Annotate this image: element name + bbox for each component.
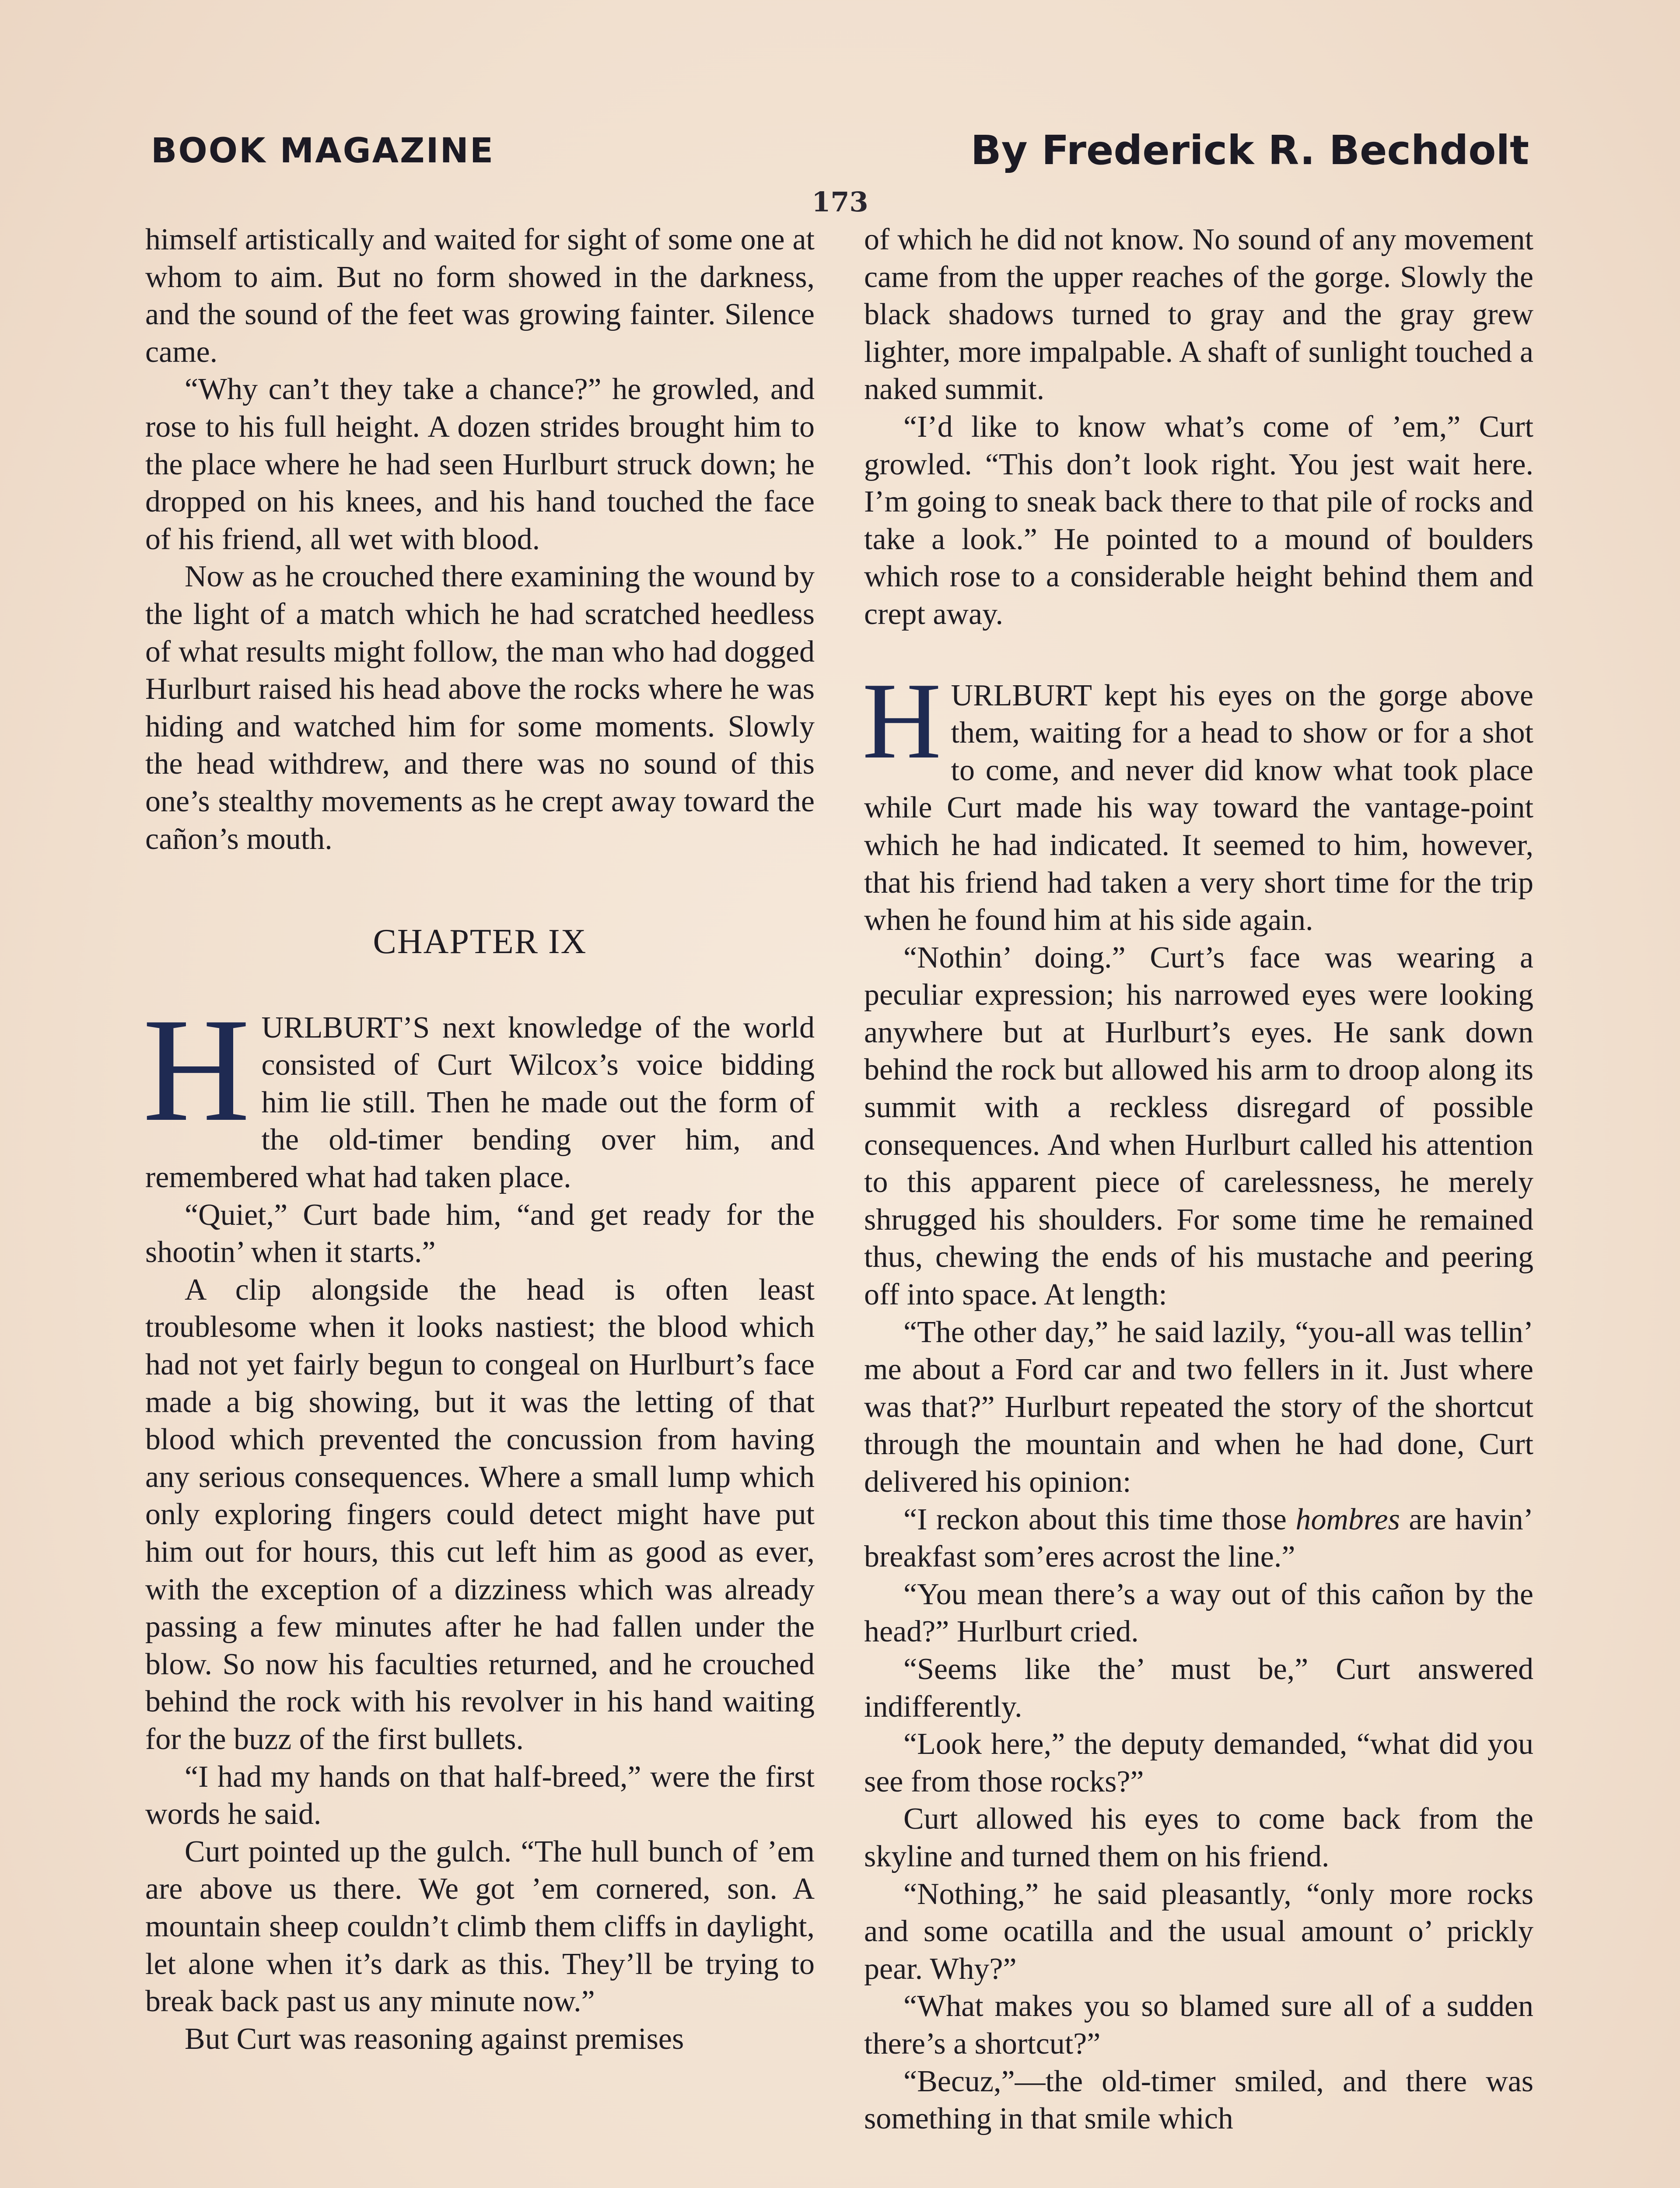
paragraph-text: “I reckon about this time those (903, 1502, 1296, 1536)
paragraph: “Quiet,” Curt bade him, “and get ready for the shootin’ when it starts.” (145, 1198, 815, 1269)
left-column (145, 221, 815, 2058)
paragraph-text: URLBURT kept his eyes on the gorge above them, waiting for a head to show or for a shot to come, and never did know what took place while Curt made his way toward the vantage-point which he had indicated. It seemed to him, however, that his friend had taken a very short time for the trip when he found him at his side again. (864, 678, 1533, 937)
paragraph: Curt allowed his eyes to come back from the skyline and turned them on his friend. (864, 1802, 1533, 1873)
paragraph: of which he did not know. No sound of any movement came from the upper reaches of the gorge. Slowly the black shadows turned to gray and the gray grew lighter, more impalpable. A shaft of sunlight touched a naked summit. (864, 223, 1533, 407)
paragraph: But Curt was reasoning against premises (185, 2022, 684, 2056)
paragraph: “Nothing,” he said pleasantly, “only more rocks and some ocatilla and the usual amount o’ prickly pear. Why?” (864, 1877, 1533, 1986)
paragraph: “Nothin’ doing.” Curt’s face was wearing a peculiar expression; his narrowed eyes were looking anywhere but at Hurlburt’s eyes. He sank down behind the rock but allowed his arm to droop along its summit with a reckless disregard of possible consequences. And when Hurlburt called his attention to this apparent piece of carelessness, he merely shrugged his shoulders. For some time he remained thus, chewing the ends of his mustache and peering off into space. At length: (864, 940, 1533, 1312)
paragraph (864, 1501, 1533, 1576)
magazine-title: BOOK MAGAZINE (151, 131, 495, 171)
paragraph: “Why can’t they take a chance?” he growled, and rose to his full height. A dozen strides brought him to the place where he had seen Hurlburt struck down; he dropped on his knees, and his hand touched the face of his friend, all wet with blood. (145, 372, 815, 556)
paragraph: “You mean there’s a way out of this cañon by the head?” Hurlburt cried. (864, 1577, 1533, 1649)
paragraph: “Becuz,”—the old-timer smiled, and there was something in that smile which (864, 2064, 1533, 2136)
paragraph: himself artistically and waited for sight of some one at whom to aim. But no form showed in the darkness, and the sound of the feet was growing fainter. Silence came. (145, 223, 815, 369)
paragraph-dropcap (143, 987, 815, 1196)
paragraph: “Seems like the’ must be,” Curt answered indifferently. (864, 1652, 1533, 1724)
drop-cap: H (862, 660, 942, 782)
paragraph: “What makes you so blamed sure all of a sudden there’s a shortcut?” (864, 1989, 1533, 2061)
paragraph: “I had my hands on that half-breed,” were the first words he said. (145, 1760, 815, 1831)
paragraph: A clip alongside the head is often least troublesome when it looks nastiest; the blood which had not yet fairly begun to congeal on Hurlburt’s face made a big showing, but it was the letting of that blood which prevented the concussion from having any serious consequences. Where a small lump which only exploring fingers could detect might have put him out for hours, this cut left him as good as ever, with the exception of a dizziness which was already passing a few minutes after he had fallen under the blow. So now his faculties returned, and he crouched behind the rock with his revolver in his hand waiting for the buzz of the first bullets. (145, 1273, 815, 1756)
drop-cap: H (143, 987, 250, 1152)
paragraph: “Look here,” the deputy demanded, “what did you see from those rocks?” (864, 1727, 1533, 1799)
paragraph: “The other day,” he said lazily, “you-all was tellin’ me about a Ford car and two fellers in it. Just where was that?” Hurlburt repeated the story of the shortcut through the mountain and when he had done, Curt delivered his opinion: (864, 1315, 1533, 1499)
paragraph: Curt pointed up the gulch. “The hull bunch of ’em are above us there. We got ’em cornered, son. A mountain sheep couldn’t climb them cliffs in daylight, let alone when it’s dark as this. They’ll be trying to break back past us any minute now.” (145, 1834, 815, 2019)
paragraph-text: are havin’ breakfast som’eres acrost the line.” (864, 1502, 1533, 1574)
paragraph: “I’d like to know what’s come of ’em,” Curt growled. “This don’t look right. You jest wait here. I’m going to sneak back there to that pile of rocks and take a look.” He pointed to a mound of boulders which rose to a considerable height behind them and crept away. (864, 410, 1533, 631)
chapter-heading: CHAPTER IX (373, 922, 587, 961)
italic-word: hombres (1295, 1502, 1400, 1536)
author-byline: By Frederick R. Bechdolt (970, 127, 1529, 174)
page-number: 173 (812, 186, 868, 218)
paragraph: Now as he crouched there examining the wound by the light of a match which he had scratched heedless of what results might follow, the man who had dogged Hurlburt raised his head above the rocks where he was hiding and watched him for some moments. Slowly the head withdrew, and there was no sound of this one’s stealthy movements as he crept away toward the cañon’s mouth. (145, 560, 815, 856)
right-column (864, 221, 1533, 2138)
section-break (864, 633, 1533, 677)
paragraph-text: URLBURT’S next knowledge of the world consisted of Curt Wilcox’s voice bidding him lie still. Then he made out the form of the old-timer bending over him, and remembered what had taken place. (145, 1010, 815, 1195)
running-head (151, 127, 1529, 179)
paragraph-dropcap (862, 660, 1533, 939)
